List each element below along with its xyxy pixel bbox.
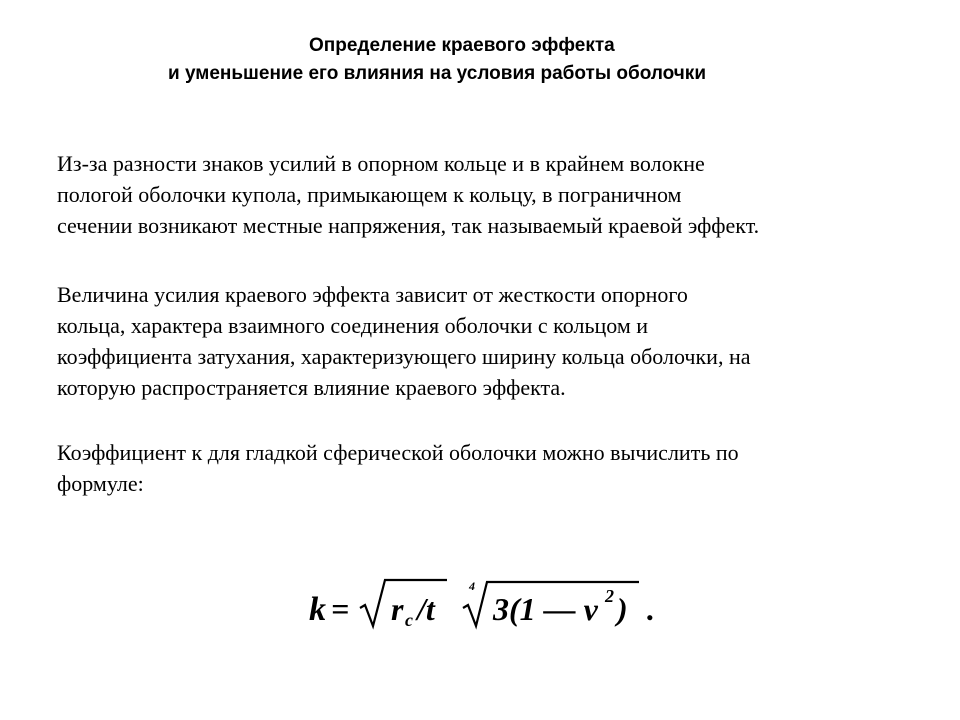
text-line: Коэффициент к для гладкой сферической оболочки можно вычислить по xyxy=(57,440,739,465)
text-line: Величина усилия краевого эффекта зависит от жесткости опорного xyxy=(57,282,688,307)
paragraph-edge-effect-definition xyxy=(57,148,927,241)
formula-lhs: k xyxy=(309,591,326,628)
text-line: Из-за разности знаков усилий в опорном кольце и в крайнем волокне xyxy=(57,151,705,176)
text-line: которую распространяется влияние краевого эффекта. xyxy=(57,375,566,400)
formula-equals: = xyxy=(331,591,350,627)
formula-radicand-over-t: /t xyxy=(417,591,435,627)
formula-svg xyxy=(307,574,667,634)
text-line: коэффициента затухания, характеризующего ширину кольца оболочки, на xyxy=(57,344,751,369)
title-line-2: и уменьшение его влияния на условия работы оболочки xyxy=(168,63,706,84)
title-line-1: Определение краевого эффекта xyxy=(309,35,615,56)
formula-exponent: 2 xyxy=(605,586,614,606)
formula-radicand-r: r xyxy=(391,591,404,627)
text-line: кольца, характера взаимного соединения оболочки с кольцом и xyxy=(57,313,649,338)
coefficient-formula xyxy=(307,574,667,634)
text-line: формуле: xyxy=(57,471,144,496)
formula-period: . xyxy=(647,591,655,627)
text-line: пологой оболочки купола, примыкающем к кольцу, в пограничном xyxy=(57,182,682,207)
formula-close-paren: ) xyxy=(617,591,628,627)
formula-radicand-subscript: c xyxy=(405,610,413,630)
text-line: сечении возникают местные напряжения, так называемый краевой эффект. xyxy=(57,213,760,238)
paragraph-coefficient-intro xyxy=(57,437,927,499)
formula-root-index: 4 xyxy=(469,579,475,593)
formula-radicand-expression: 3(1 — ν xyxy=(493,591,598,627)
paragraph-edge-effect-magnitude xyxy=(57,279,927,403)
